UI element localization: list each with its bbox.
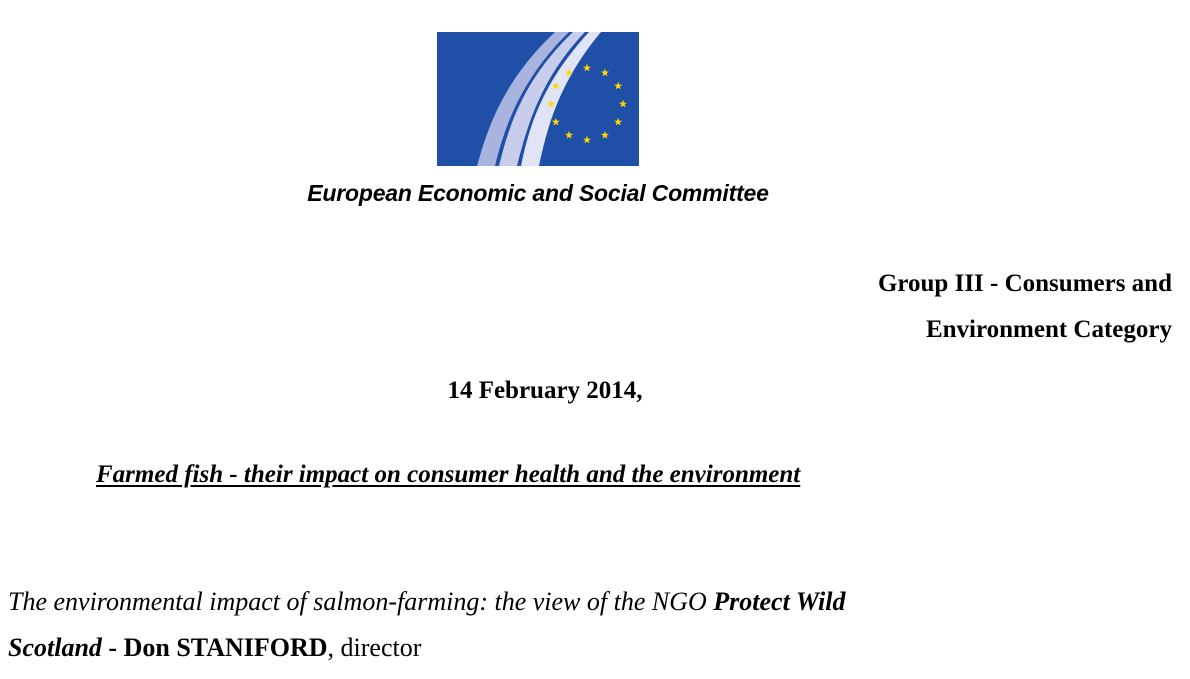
organization-name: European Economic and Social Committee: [307, 180, 769, 206]
event-date: 14 February 2014,: [447, 377, 643, 404]
speaker-name: Don STANIFORD: [123, 633, 328, 662]
group-line-2: Environment Category: [925, 316, 1172, 343]
group-line-1: Group III - Consumers and: [877, 270, 1172, 297]
talk-intro: The environmental impact of salmon-farming: the view of the NGO: [8, 587, 714, 616]
eesc-logo: [437, 32, 639, 166]
ngo-name-part-2: Scotland: [8, 633, 102, 662]
talk-separator: -: [101, 633, 124, 662]
document-headline: Farmed fish - their impact on consumer health and the environment: [96, 461, 801, 488]
talk-description: [8, 579, 845, 671]
ngo-name-part-1: Protect Wild: [713, 587, 846, 616]
speaker-role: , director: [327, 633, 422, 662]
group-heading: [878, 261, 1172, 353]
